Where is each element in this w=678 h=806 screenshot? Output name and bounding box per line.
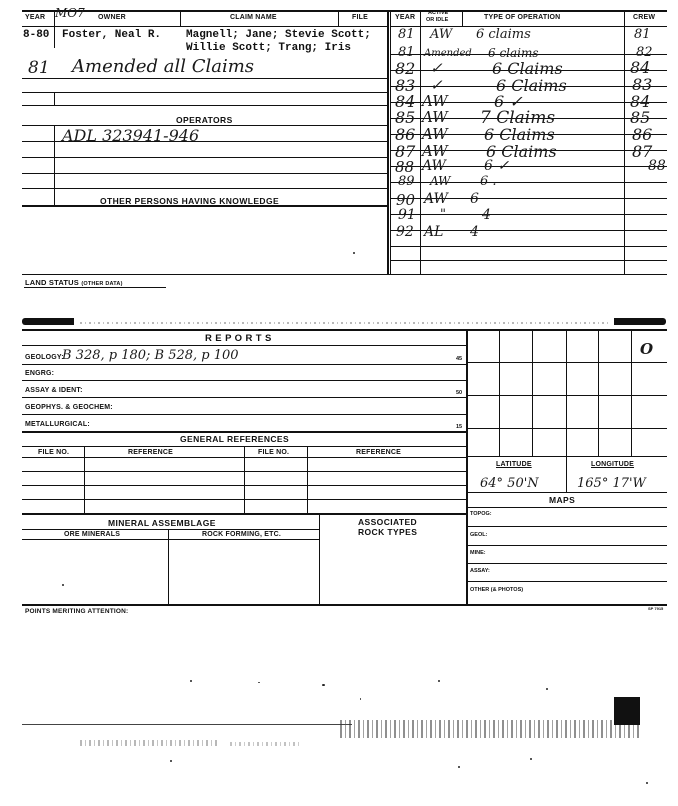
amendment-text: Amended all Claims bbox=[72, 56, 255, 77]
log-crew: 81 bbox=[634, 27, 651, 42]
log-type: 6 claims bbox=[488, 46, 539, 60]
log-type: 6 ✓ bbox=[494, 92, 523, 111]
latitude-label: LATITUDE bbox=[496, 461, 532, 468]
report-side-number: 15 bbox=[456, 424, 463, 430]
maps-geol: GEOL: bbox=[470, 532, 488, 538]
owner-name: Foster, Neal R. bbox=[62, 29, 162, 41]
maps-topog: TOPOG: bbox=[470, 511, 492, 517]
latitude-value: 64° 50'N bbox=[480, 476, 539, 491]
maps-other: OTHER (& PHOTOS) bbox=[470, 587, 524, 593]
associated-rock-line2: ROCK TYPES bbox=[358, 527, 418, 537]
longitude-label: LONGITUDE bbox=[591, 461, 635, 468]
log-type: 6 ✓ bbox=[484, 158, 510, 174]
log-crew: 83 bbox=[632, 75, 653, 94]
log-status: AW bbox=[422, 158, 446, 174]
log-year: 84 bbox=[395, 92, 416, 111]
idle-header: OR IDLE bbox=[426, 17, 449, 23]
associated-rock-line1: ASSOCIATED bbox=[358, 517, 418, 527]
geology-value: B 328, p 180; B 528, p 100 bbox=[62, 348, 239, 363]
other-persons-label: OTHER PERSONS HAVING KNOWLEDGE bbox=[100, 196, 280, 206]
ref-file-no-header-2: FILE NO. bbox=[258, 449, 290, 456]
land-status-label: LAND STATUS (OTHER DATA) bbox=[25, 278, 123, 287]
log-year: 82 bbox=[395, 59, 416, 78]
log-status: AW bbox=[424, 191, 448, 207]
scan-mark-left bbox=[22, 318, 74, 325]
log-type: 6 claims bbox=[476, 27, 531, 42]
log-type: 6 bbox=[470, 191, 479, 207]
center-divider-2 bbox=[390, 10, 391, 274]
log-crew: 84 bbox=[630, 92, 651, 111]
log-status: ✓ bbox=[430, 59, 443, 77]
ref-reference-header-2: REFERENCE bbox=[356, 449, 401, 456]
report-side-number: 50 bbox=[456, 390, 463, 396]
log-year: 90 bbox=[396, 191, 416, 209]
log-status: AL bbox=[424, 224, 444, 240]
form-number: SP 7915 bbox=[648, 606, 664, 611]
scan-blot bbox=[614, 697, 640, 725]
log-crew: 84 bbox=[630, 58, 651, 77]
longitude-value: 165° 17'W bbox=[577, 476, 646, 491]
log-status: AW bbox=[430, 27, 453, 42]
log-type: 7 Claims bbox=[480, 108, 556, 128]
type-of-operation-header: TYPE OF OPERATION bbox=[484, 14, 561, 21]
log-status: Amended bbox=[424, 48, 472, 59]
scan-mark-right bbox=[614, 318, 666, 325]
log-status: AW bbox=[422, 92, 448, 110]
file-header: FILE bbox=[352, 14, 368, 21]
claim-name-header: CLAIM NAME bbox=[230, 14, 277, 21]
log-year: 88 bbox=[395, 158, 415, 176]
log-type: 6 Claims bbox=[484, 125, 555, 144]
log-year: 87 bbox=[395, 142, 416, 161]
log-status: AW bbox=[422, 125, 448, 143]
log-year: 86 bbox=[395, 125, 416, 144]
log-status: AW bbox=[430, 174, 451, 188]
log-year: 83 bbox=[395, 76, 416, 95]
report-side-number: 45 bbox=[456, 356, 463, 362]
log-crew: 87 bbox=[632, 142, 653, 161]
year-header-2: YEAR bbox=[395, 14, 416, 21]
engrg-label: ENGRG: bbox=[25, 370, 55, 377]
year-handwritten: MO7 bbox=[55, 6, 85, 20]
log-year: 91 bbox=[398, 207, 416, 223]
log-status: AW bbox=[422, 108, 448, 126]
assay-ident-label: ASSAY & IDENT: bbox=[25, 387, 83, 394]
operators-label: OPERATORS bbox=[176, 115, 233, 125]
top-border bbox=[22, 10, 667, 12]
log-year: 81 bbox=[398, 27, 415, 42]
center-divider bbox=[387, 10, 389, 274]
maps-mine: MINE: bbox=[470, 550, 486, 556]
log-status: " bbox=[440, 207, 446, 222]
log-crew: 82 bbox=[636, 45, 653, 60]
log-type: 6 Claims bbox=[486, 142, 557, 161]
general-references-title: GENERAL REFERENCES bbox=[180, 434, 290, 444]
ref-file-no-header: FILE NO. bbox=[38, 449, 70, 456]
operators-value: ADL 323941-946 bbox=[62, 126, 200, 145]
location-mark: O bbox=[640, 340, 654, 358]
log-crew: 86 bbox=[632, 125, 653, 144]
ref-reference-header: REFERENCE bbox=[128, 449, 173, 456]
rock-forming-header: ROCK FORMING, ETC. bbox=[202, 531, 282, 538]
log-year: 85 bbox=[395, 108, 416, 127]
log-status: AW bbox=[422, 142, 448, 160]
amendment-year: 81 bbox=[28, 58, 50, 78]
log-crew: 85 bbox=[630, 108, 651, 127]
log-type: 6 Claims bbox=[496, 76, 567, 95]
ownership-date: 8-80 bbox=[23, 29, 50, 41]
maps-title: MAPS bbox=[549, 495, 576, 505]
header-divider-left bbox=[22, 26, 387, 27]
mineral-assemblage-title: MINERAL ASSEMBLAGE bbox=[108, 518, 216, 528]
log-type: 4 bbox=[482, 207, 491, 223]
year-header: YEAR bbox=[25, 14, 46, 21]
log-year: 81 bbox=[398, 45, 415, 60]
geophys-label: GEOPHYS. & GEOCHEM: bbox=[25, 404, 113, 411]
metallurgical-label: METALLURGICAL: bbox=[25, 421, 90, 428]
ore-minerals-header: ORE MINERALS bbox=[64, 531, 121, 538]
log-type: 6 Claims bbox=[492, 59, 563, 78]
crew-header: CREW bbox=[633, 14, 656, 21]
log-crew: 88 bbox=[648, 158, 666, 174]
active-header: ACTIVE bbox=[428, 10, 449, 16]
claim-names-line2: Willie Scott; Trang; Iris bbox=[186, 42, 352, 54]
owner-header: OWNER bbox=[98, 14, 126, 21]
log-year: 92 bbox=[396, 224, 414, 240]
maps-assay: ASSAY: bbox=[470, 568, 490, 574]
log-type: 4 bbox=[470, 224, 479, 240]
log-year: 89 bbox=[398, 174, 415, 189]
geology-label: GEOLOGY: bbox=[25, 354, 64, 361]
log-type: 6 . bbox=[480, 174, 497, 189]
reports-title: R E P O R T S bbox=[205, 333, 272, 344]
points-meriting-attention-label: POINTS MERITING ATTENTION: bbox=[25, 608, 129, 615]
claim-names-line1: Magnell; Jane; Stevie Scott; bbox=[186, 29, 371, 41]
log-status: ✓ bbox=[430, 76, 443, 94]
